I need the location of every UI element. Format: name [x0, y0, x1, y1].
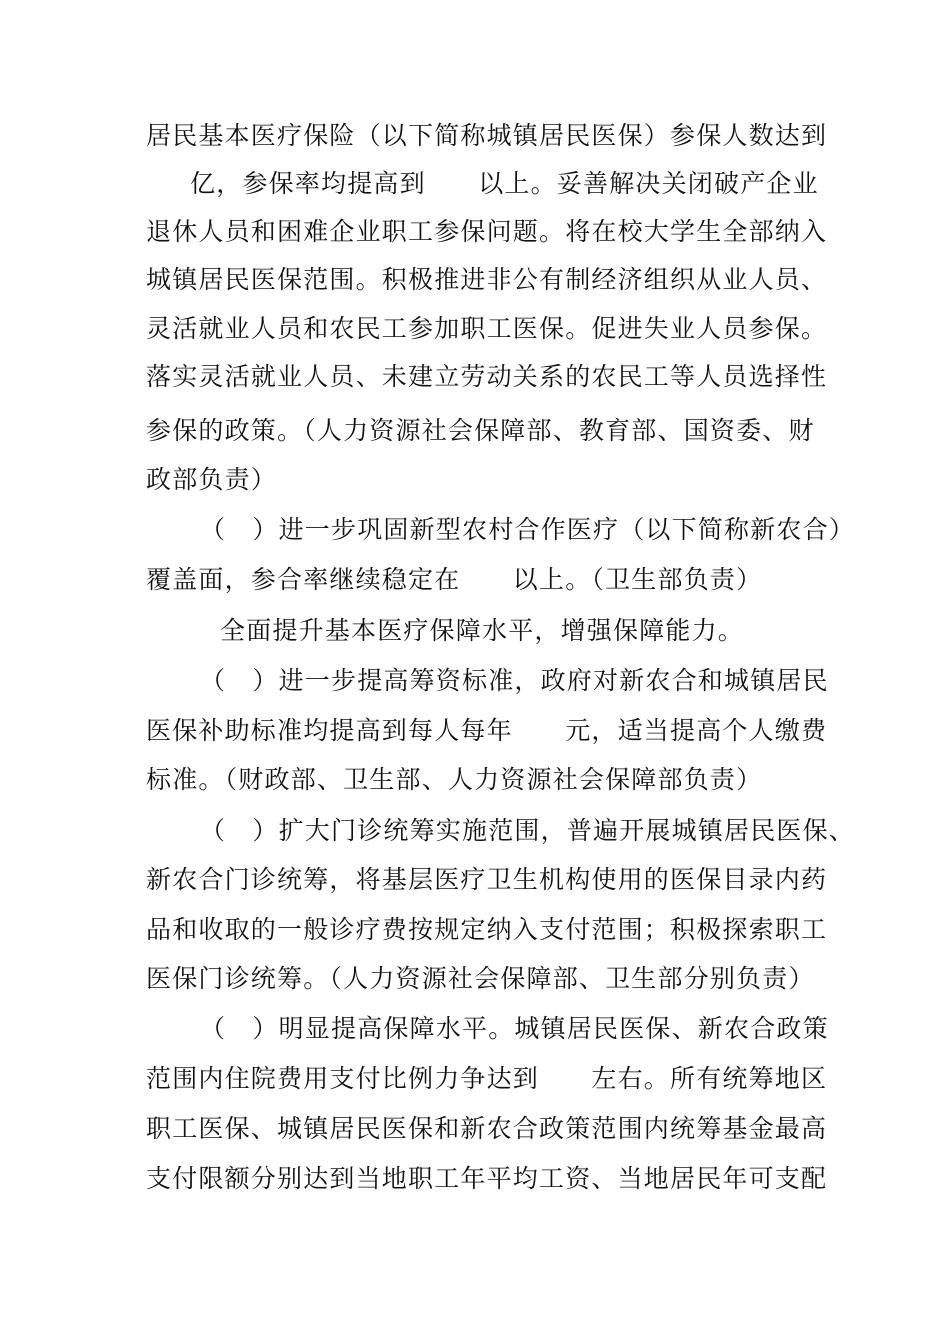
- paragraph-heading-line: （ ）进一步提高筹资标准，政府对新农合和城镇居民: [200, 666, 829, 695]
- text-line: 灵活就业人员和农民工参加职工医保。促进失业人员参保。: [146, 314, 828, 343]
- paragraph-heading-line: （ ）进一步巩固新型农村合作医疗（以下简称新农合）: [200, 515, 856, 544]
- paragraph-heading-line: （ ）明显提高保障水平。城镇居民医保、新农合政策: [200, 1014, 829, 1043]
- section-heading: 全面提升基本医疗保障水平，增强保障能力。: [220, 616, 745, 645]
- text-line: 参保的政策。（人力资源社会保障部、教育部、国资委、财: [146, 416, 815, 445]
- text-line: 标准。（财政部、卫生部、人力资源社会保障部负责）: [146, 765, 763, 794]
- text-line: 退休人员和困难企业职工参保问题。将在校大学生全部纳入: [146, 217, 828, 246]
- text-line: 政部负责）: [146, 465, 278, 494]
- text-line: 支付限额分别达到当地职工年平均工资、当地居民年可支配: [146, 1164, 828, 1193]
- text-line: 新农合门诊统筹，将基层医疗卫生机构使用的医保目录内药: [146, 865, 828, 894]
- text-line: 范围内住院费用支付比例力争达到 左右。所有统筹地区: [146, 1064, 828, 1093]
- text-line: 落实灵活就业人员、未建立劳动关系的农民工等人员选择性: [146, 362, 828, 391]
- text-line: 品和收取的一般诊疗费按规定纳入支付范围；积极探索职工: [146, 915, 828, 944]
- text-line: 职工医保、城镇居民医保和新农合政策范围内统筹基金最高: [146, 1114, 828, 1143]
- text-line: 城镇居民医保范围。积极推进非公有制经济组织从业人员、: [146, 265, 828, 294]
- text-line: 居民基本医疗保险（以下简称城镇居民医保）参保人数达到: [146, 121, 828, 150]
- text-line: 亿，参保率均提高到 以上。妥善解决关闭破产企业: [190, 169, 819, 198]
- text-line: 覆盖面，参合率继续稳定在 以上。（卫生部负责）: [146, 565, 763, 594]
- text-line: 医保门诊统筹。（人力资源社会保障部、卫生部分别负责）: [146, 964, 815, 993]
- paragraph-heading-line: （ ）扩大门诊统筹实施范围，普遍开展城镇居民医保、: [200, 816, 856, 845]
- text-line: 医保补助标准均提高到每人每年 元，适当提高个人缴费: [146, 716, 828, 745]
